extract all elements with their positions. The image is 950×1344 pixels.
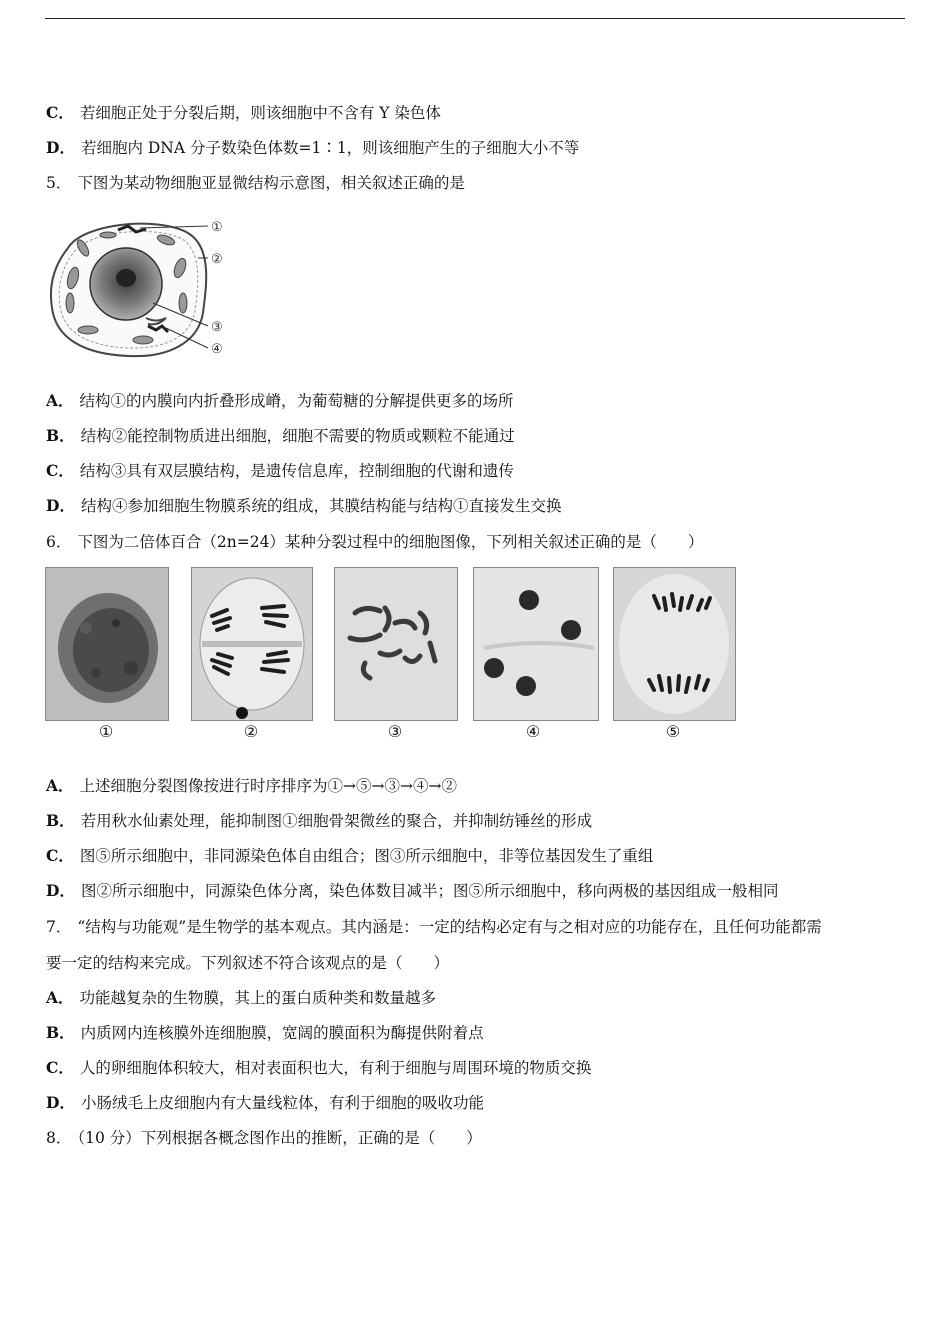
micrograph-4 xyxy=(473,567,599,721)
cell-label-3: ③ xyxy=(211,320,223,335)
q6-option-a: A． 上述细胞分裂图像按进行时序排序为①→⑤→③→④→② xyxy=(46,776,457,795)
question-5-stem: 5． 下图为某动物细胞亚显微结构示意图，相关叙述正确的是 xyxy=(46,174,465,192)
cell-label-2: ② xyxy=(211,252,223,267)
micrograph-5-image xyxy=(614,568,735,720)
q6-option-c: C． 图⑤所示细胞中，非同源染色体自由组合；图③所示细胞中，非等位基因发生了重组 xyxy=(46,846,654,865)
micrograph-1 xyxy=(45,567,169,721)
micrograph-2 xyxy=(191,567,313,721)
question-6-stem: 6． 下图为二倍体百合（2n=24）某种分裂过程中的细胞图像，下列相关叙述正确的是（ ） xyxy=(46,533,704,551)
question-8-stem: 8． （10 分）下列根据各概念图作出的推断，正确的是（ ） xyxy=(46,1129,482,1147)
cell-label-4: ④ xyxy=(211,342,223,357)
option-d-prev: D． 若细胞内 DNA 分子数染色体数=1∶1，则该细胞产生的子细胞大小不等 xyxy=(46,138,580,157)
animal-cell-diagram xyxy=(48,218,233,360)
cell-diagram-svg xyxy=(48,218,233,360)
photo-caption-5: ⑤ xyxy=(665,722,681,741)
q5-option-b: B． 结构②能控制物质进出细胞，细胞不需要的物质或颗粒不能通过 xyxy=(46,426,515,445)
photo-caption-3: ③ xyxy=(387,722,403,741)
micrograph-2-image xyxy=(192,568,312,720)
micrograph-3-image xyxy=(335,568,457,720)
q6-option-b: B． 若用秋水仙素处理，能抑制图①细胞骨架微丝的聚合，并抑制纺锤丝的形成 xyxy=(46,811,593,830)
option-c-prev: C． 若细胞正处于分裂后期，则该细胞中不含有 Y 染色体 xyxy=(46,103,441,122)
q7-option-b: B． 内质网内连核膜外连细胞膜，宽阔的膜面积为酶提供附着点 xyxy=(46,1023,484,1042)
header-rule xyxy=(45,18,905,19)
q7-option-d: D． 小肠绒毛上皮细胞内有大量线粒体，有利于细胞的吸收功能 xyxy=(46,1093,484,1112)
q5-option-c: C． 结构③具有双层膜结构，是遗传信息库，控制细胞的代谢和遗传 xyxy=(46,461,514,480)
q5-option-a: A． 结构①的内膜向内折叠形成嵴，为葡萄糖的分解提供更多的场所 xyxy=(46,391,514,410)
q6-option-d: D． 图②所示细胞中，同源染色体分离，染色体数目减半；图⑤所示细胞中，移向两极的基因组成一般相同 xyxy=(46,881,779,900)
micrograph-5 xyxy=(613,567,736,721)
q7-option-c: C． 人的卵细胞体积较大，相对表面积也大，有利于细胞与周围环境的物质交换 xyxy=(46,1058,592,1077)
micrograph-1-image xyxy=(46,568,168,720)
question-7-stem: 7． “结构与功能观”是生物学的基本观点。其内涵是：一定的结构必定有与之相对应的功能存在，且任何功能都需 xyxy=(46,918,822,936)
photo-caption-4: ④ xyxy=(525,722,541,741)
photo-caption-2: ② xyxy=(243,722,259,741)
q7-option-a: A． 功能越复杂的生物膜，其上的蛋白质种类和数量越多 xyxy=(46,988,437,1007)
photo-caption-1: ① xyxy=(98,722,114,741)
question-7-stem-cont: 要一定的结构来完成。下列叙述不符合该观点的是（ ） xyxy=(46,954,450,972)
micrograph-4-image xyxy=(474,568,598,720)
q5-option-d: D． 结构④参加细胞生物膜系统的组成，其膜结构能与结构①直接发生交换 xyxy=(46,496,562,515)
cell-label-1: ① xyxy=(211,220,223,235)
micrograph-3 xyxy=(334,567,458,721)
